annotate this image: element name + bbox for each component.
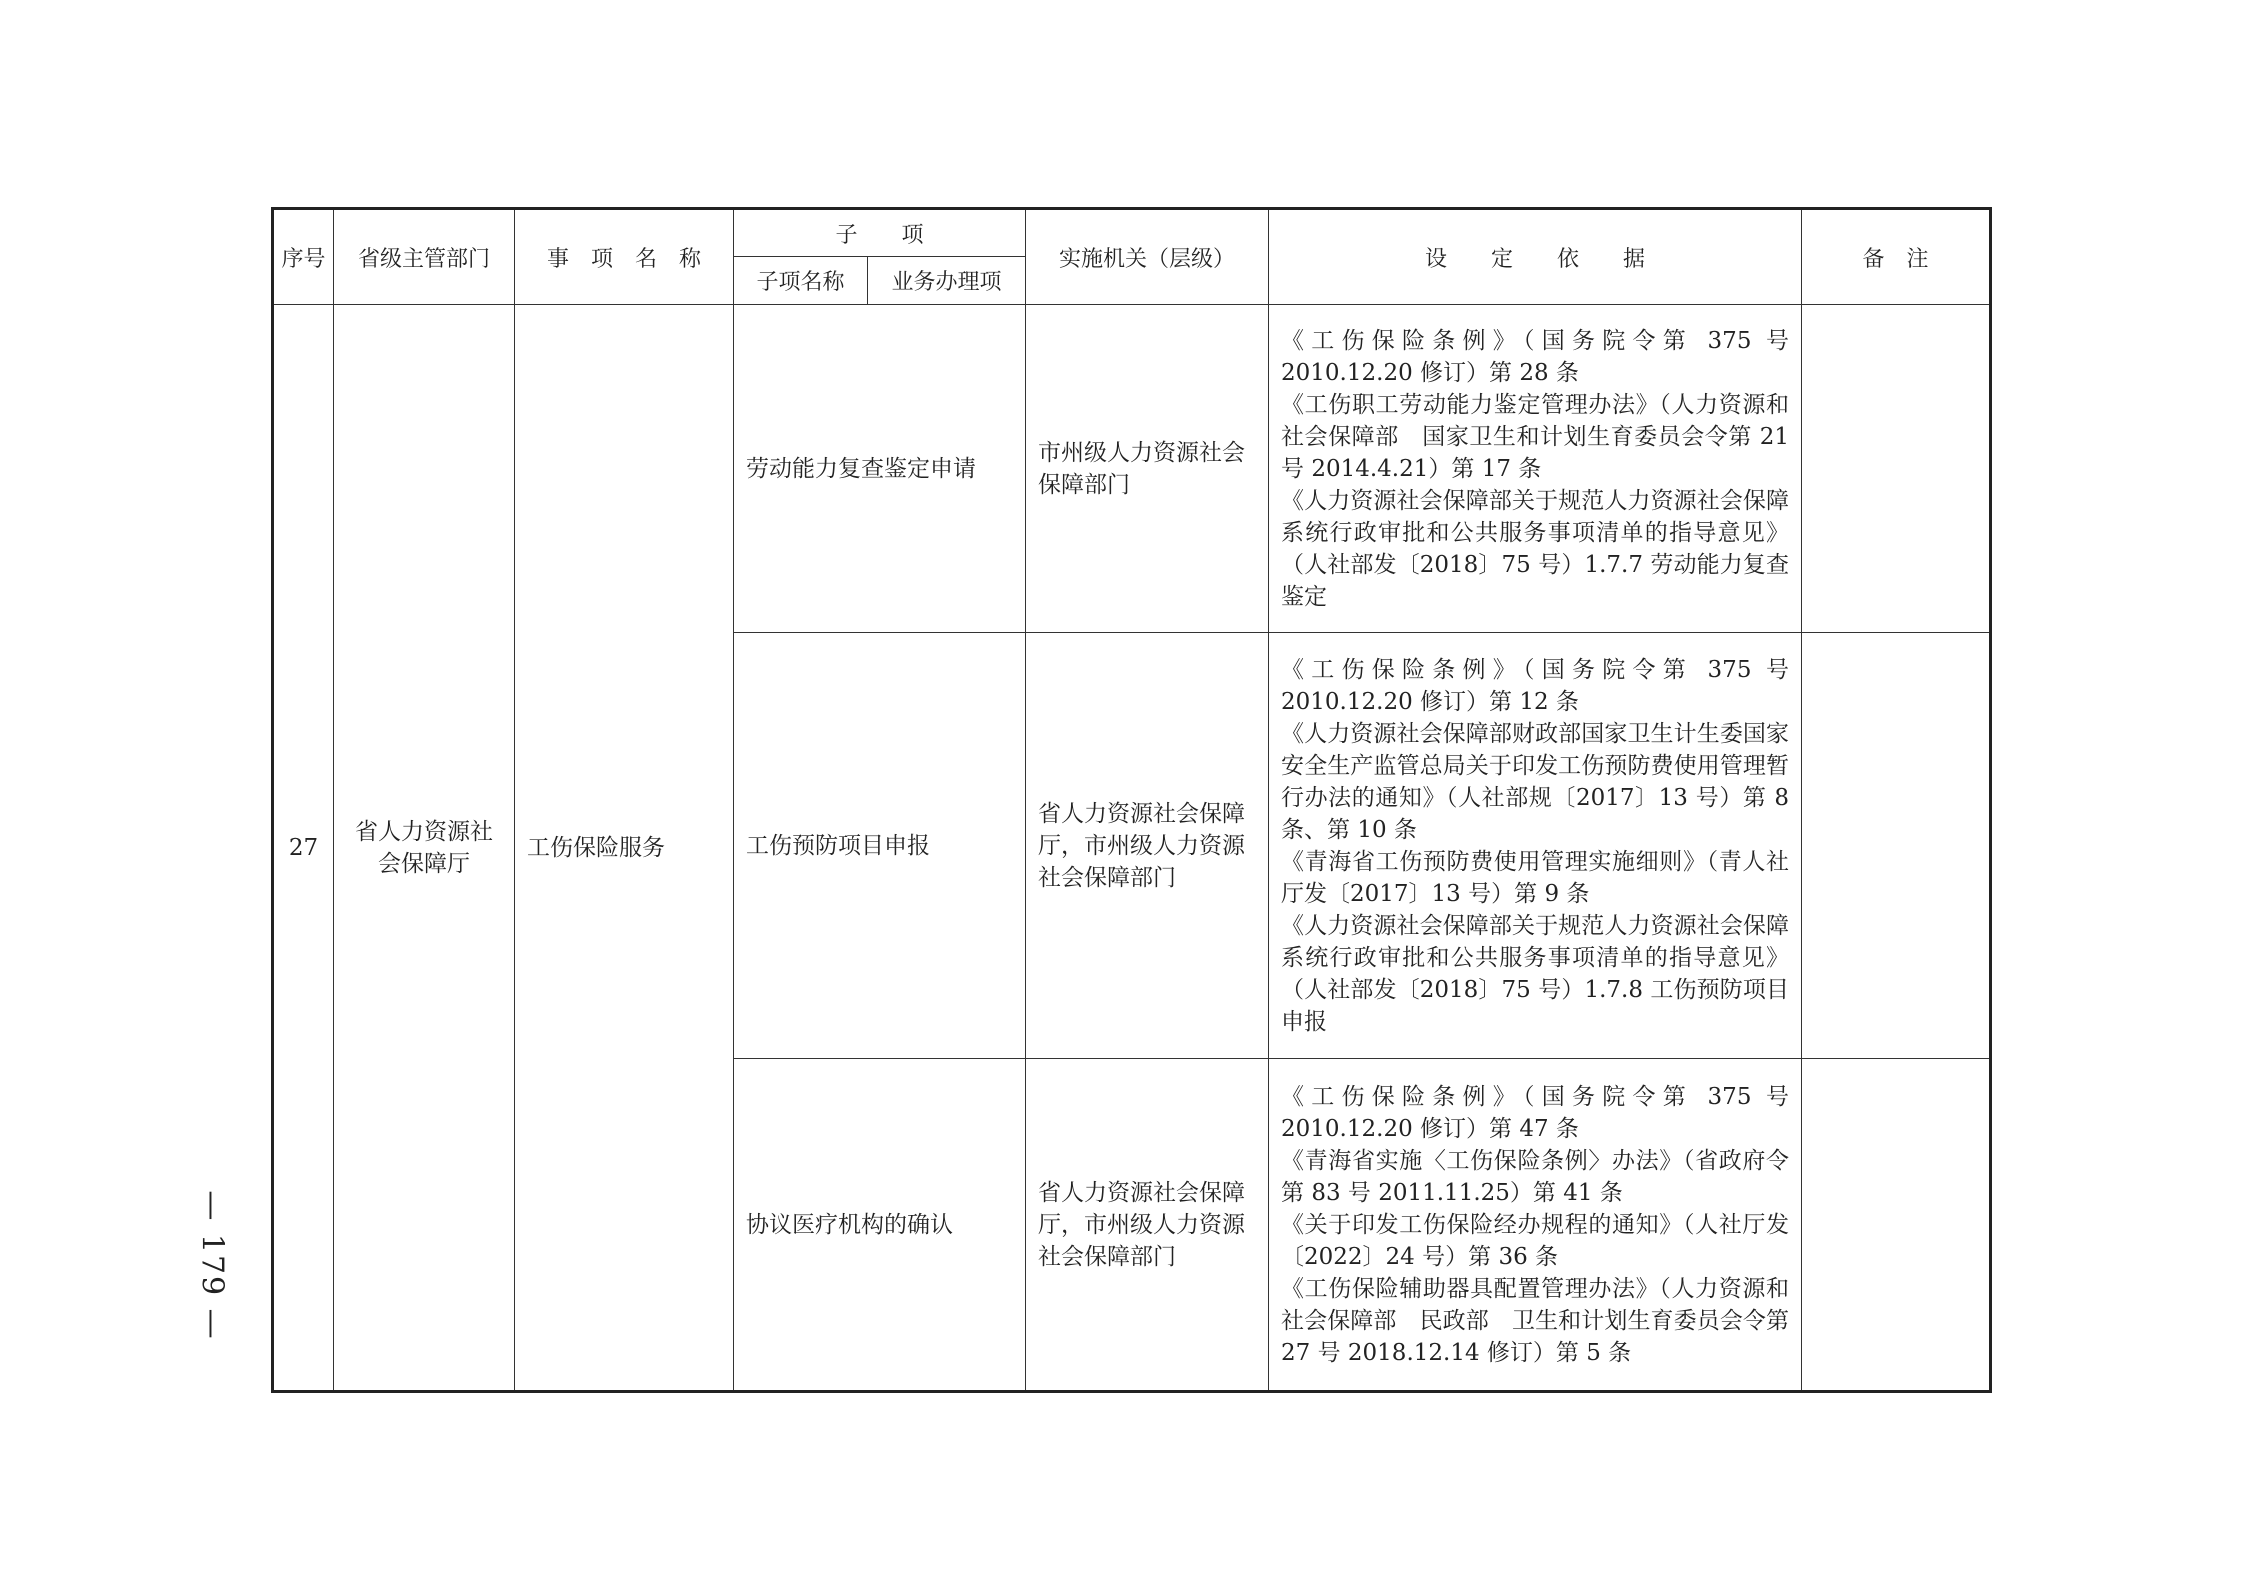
cell-remark — [1802, 633, 1991, 1059]
page-number-text: — 179 — — [194, 1189, 230, 1341]
basis-line: 《工伤保险条例》（国务院令第 375 号 2010.12.20 修订）第 28 条 — [1281, 327, 1790, 386]
header-subitem-group: 子 项 — [734, 209, 1026, 257]
service-items-table — [271, 207, 1992, 1393]
header-item: 事 项 名 称 — [515, 209, 734, 305]
basis-line: 《工伤职工劳动能力鉴定管理办法》（人力资源和社会保障部 国家卫生和计划生育委员会令第 21 号 2014.4.21）第 17 条 — [1281, 391, 1790, 482]
header-dept: 省级主管部门 — [334, 209, 515, 305]
basis-line: 《青海省实施〈工伤保险条例〉办法》（省政府令第 83 号 2011.11.25）第 41 条 — [1281, 1147, 1790, 1206]
cell-basis — [1269, 305, 1802, 633]
basis-line: 《青海省工伤预防费使用管理实施细则》（青人社厅发〔2017〕13 号）第 9 条 — [1281, 848, 1790, 907]
cell-basis — [1269, 1059, 1802, 1392]
header-agency: 实施机关（层级） — [1026, 209, 1269, 305]
basis-line: 《人力资源社会保障部关于规范人力资源社会保障系统行政审批和公共服务事项清单的指导意见》（人社部发〔2018〕75 号）1.7.8 工伤预防项目申报 — [1281, 912, 1790, 1035]
cell-item: 工伤保险服务 — [515, 305, 734, 1392]
basis-line: 《工伤保险辅助器具配置管理办法》（人力资源和社会保障部 民政部 卫生和计划生育委员会令第 27 号 2018.12.14 修订）第 5 条 — [1281, 1275, 1790, 1366]
basis-line: 《关于印发工伤保险经办规程的通知》（人社厅发〔2022〕24 号）第 36 条 — [1281, 1211, 1790, 1270]
table-header — [273, 209, 1991, 305]
cell-seq: 27 — [273, 305, 334, 1392]
basis-line: 《工伤保险条例》（国务院令第 375 号 2010.12.20 修订）第 47 条 — [1281, 1083, 1790, 1142]
cell-agency: 市州级人力资源社会保障部门 — [1026, 305, 1269, 633]
cell-agency: 省人力资源社会保障厅，市州级人力资源社会保障部门 — [1026, 1059, 1269, 1392]
table-row — [273, 305, 1991, 633]
header-basis: 设 定 依 据 — [1269, 209, 1802, 305]
cell-dept: 省人力资源社会保障厅 — [334, 305, 515, 1392]
cell-subitem-name: 劳动能力复查鉴定申请 — [734, 305, 1026, 633]
basis-line: 《人力资源社会保障部关于规范人力资源社会保障系统行政审批和公共服务事项清单的指导意见》（人社部发〔2018〕75 号）1.7.7 劳动能力复查鉴定 — [1281, 487, 1790, 610]
basis-line: 《工伤保险条例》（国务院令第 375 号 2010.12.20 修订）第 12 条 — [1281, 656, 1790, 715]
cell-remark — [1802, 305, 1991, 633]
header-seq: 序号 — [273, 209, 334, 305]
cell-subitem-name: 工伤预防项目申报 — [734, 633, 1026, 1059]
cell-remark — [1802, 1059, 1991, 1392]
header-subitem-name: 子项名称 — [734, 257, 868, 305]
header-remark: 备 注 — [1802, 209, 1991, 305]
header-subitem-business: 业务办理项 — [868, 257, 1026, 305]
cell-basis — [1269, 633, 1802, 1059]
cell-subitem-name: 协议医疗机构的确认 — [734, 1059, 1026, 1392]
basis-line: 《人力资源社会保障部财政部国家卫生计生委国家安全生产监管总局关于印发工伤预防费使用管理暂行办法的通知》（人社部规〔2017〕13 号）第 8 条、第 10 条 — [1281, 720, 1790, 843]
page-number — [190, 1180, 234, 1350]
cell-agency: 省人力资源社会保障厅，市州级人力资源社会保障部门 — [1026, 633, 1269, 1059]
